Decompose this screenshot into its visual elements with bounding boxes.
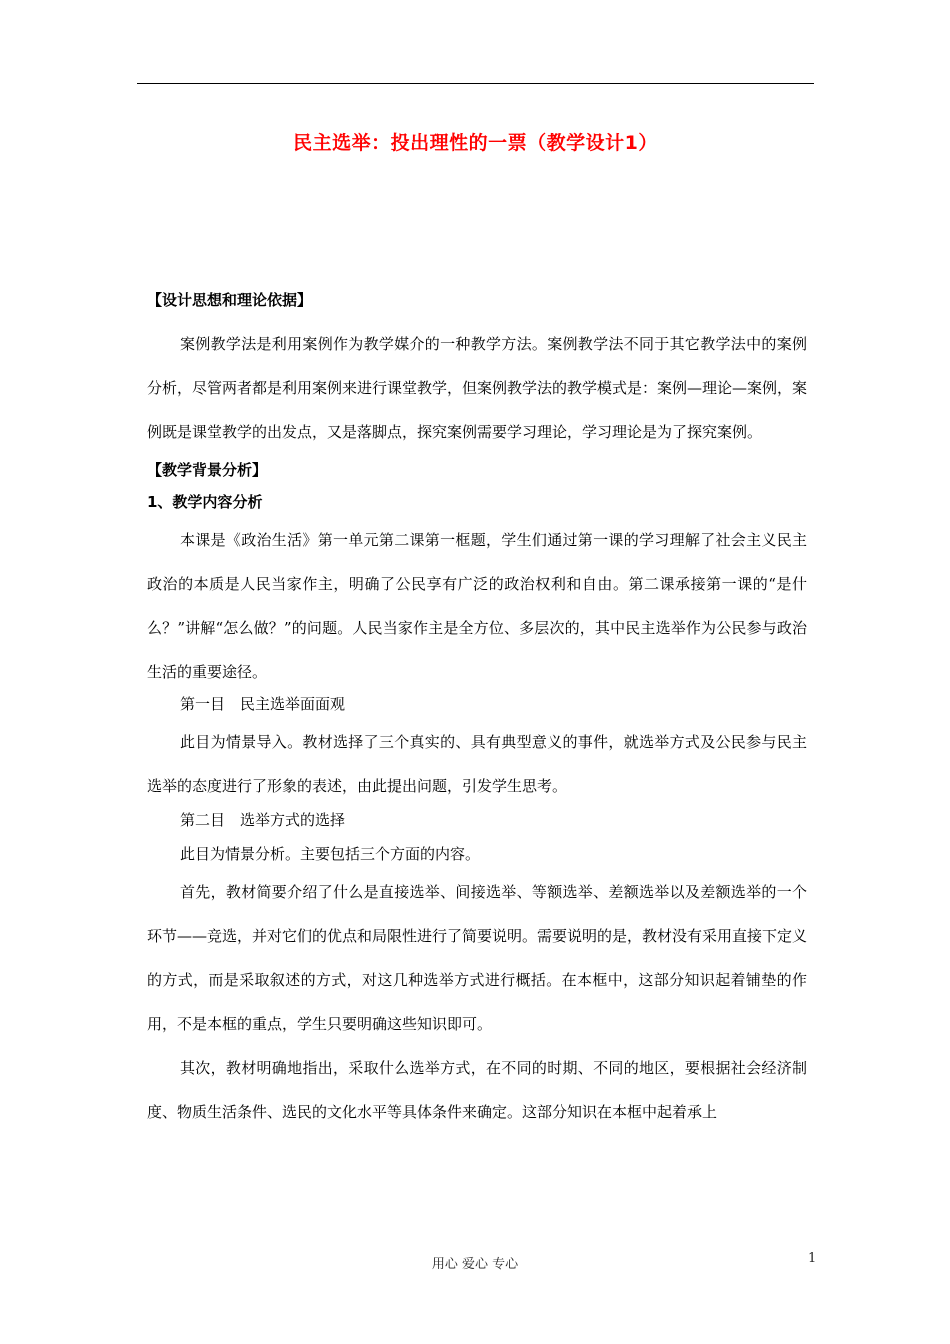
paragraph-first-point: 首先，教材简要介绍了什么是直接选举、间接选举、等额选举、差额选举以及差额选举的一个环节——竞选，并对它们的优点和局限性进行了简要说明。需要说明的是，教材没有采用直接下定义的方式，而是采取叙述的方式，对这几种选举方式进行概括。在本框中，这部分知识起着铺垫的作用，不是本框的重点，学生只要明确这些知识即可。 <box>147 883 808 1033</box>
paragraph-case-method: 案例教学法是利用案例作为教学媒介的一种教学方法。案例教学法不同于其它教学法中的案例分析，尽管两者都是利用案例来进行课堂教学，但案例教学法的教学模式是：案例—理论—案例，案例既是课堂教学的出发点，又是落脚点，探究案例需要学习理论，学习理论是为了探究案例。 <box>147 335 808 441</box>
paragraph-item-two-desc: 此目为情景分析。主要包括三个方面的内容。 <box>180 845 481 863</box>
footer-motto: 用心 爱心 专心 <box>431 1257 519 1272</box>
paragraph-item-one: 第一目 民主选举面面观 <box>180 695 346 713</box>
document-title: 民主选举：投出理性的一票（教学设计1） <box>293 132 658 154</box>
page-number: 1 <box>808 1251 817 1266</box>
paragraph-item-one-desc: 此目为情景导入。教材选择了三个真实的、具有典型意义的事件，就选举方式及公民参与民主选举的态度进行了形象的表述，由此提出问题，引发学生思考。 <box>147 733 807 795</box>
paragraph-lesson-intro: 本课是《政治生活》第一单元第二课第一框题，学生们通过第一课的学习理解了社会主义民主政治的本质是人民当家作主，明确了公民享有广泛的政治权利和自由。第二课承接第一课的“是什么？”讲解“怎么做？”的问题。人民当家作主是全方位、多层次的，其中民主选举作为公民参与政治生活的重要途径。 <box>147 531 807 681</box>
section-heading-design: 【设计思想和理论依据】 <box>147 291 313 309</box>
paragraph-second-point: 其次，教材明确地指出，采取什么选举方式，在不同的时期、不同的地区，要根据社会经济制度、物质生活条件、选民的文化水平等具体条件来确定。这部分知识在本框中起着承上 <box>147 1059 807 1121</box>
subsection-heading-content: 1、教学内容分析 <box>147 493 263 511</box>
paragraph-item-two: 第二目 选举方式的选择 <box>180 811 346 829</box>
document-body <box>147 284 807 1134</box>
section-heading-background: 【教学背景分析】 <box>147 461 268 479</box>
header-rule <box>137 83 814 84</box>
